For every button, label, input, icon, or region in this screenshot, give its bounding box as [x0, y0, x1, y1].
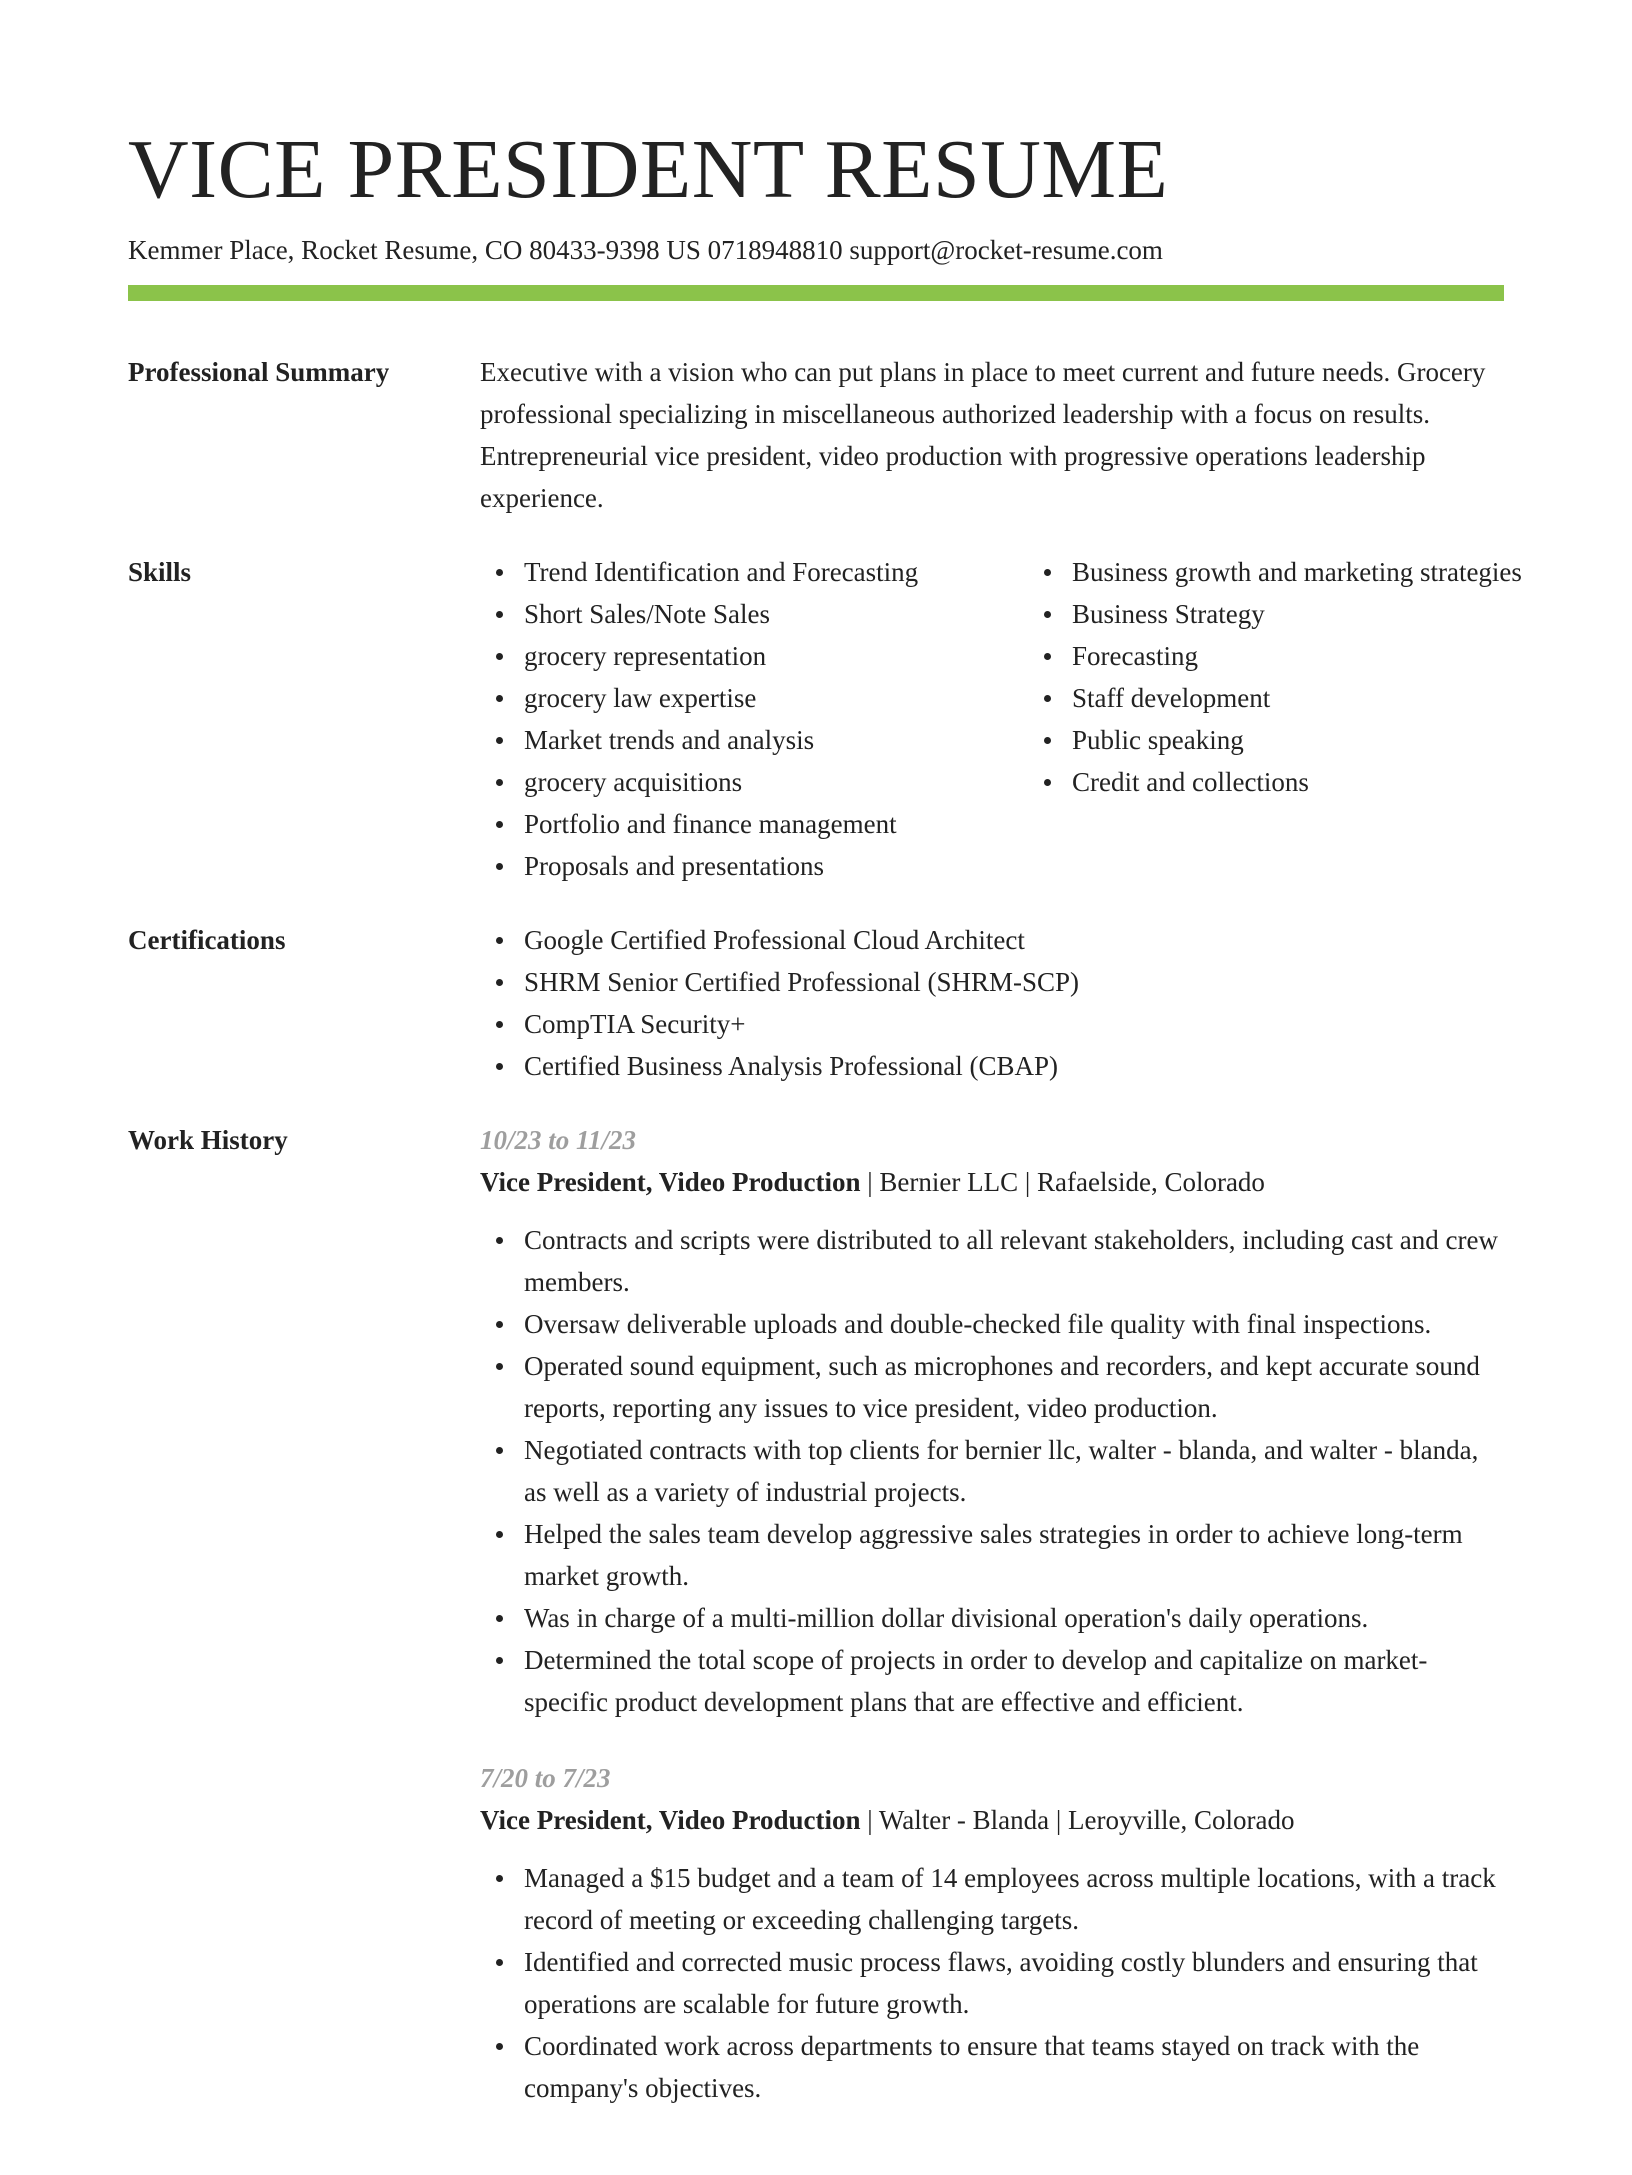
certifications-section [128, 919, 1504, 1087]
certification-item: Google Certified Professional Cloud Architect [524, 919, 1504, 961]
job-entry [480, 1119, 1504, 1723]
work-history-label: Work History [128, 1125, 288, 1155]
skill-item: Portfolio and finance management [524, 803, 1028, 845]
job-bullet: Operated sound equipment, such as microphones and recorders, and kept accurate sound reports, reporting any issues to vice president, video production. [524, 1345, 1504, 1429]
job-dates: 7/20 to 7/23 [480, 1763, 611, 1793]
job-heading [480, 1799, 1504, 1841]
job-bullet: Determined the total scope of projects in order to develop and capitalize on market-specific product development plans that are effective and efficient. [524, 1639, 1504, 1723]
job-bullet: Was in charge of a multi-million dollar divisional operation's daily operations. [524, 1597, 1504, 1639]
work-history-body [480, 1119, 1504, 2143]
skills-list-left [480, 551, 1028, 887]
job-details: | Walter - Blanda | Leroyville, Colorado [860, 1805, 1295, 1835]
job-bullets [480, 1857, 1504, 2109]
skill-item: grocery acquisitions [524, 761, 1028, 803]
certifications-body [480, 919, 1504, 1087]
certifications-list [480, 919, 1504, 1087]
skill-item: Short Sales/Note Sales [524, 593, 1028, 635]
certifications-label: Certifications [128, 925, 286, 955]
job-entry [480, 1757, 1504, 2109]
summary-text: Executive with a vision who can put plans in place to meet current and future needs. Grocery professional specializing in miscellaneous authorized leadership with a focus on results. Entrepreneurial vice president, video production with progressive operations leadership experience. [480, 357, 1486, 513]
summary-section [128, 351, 1504, 519]
skill-item: Proposals and presentations [524, 845, 1028, 887]
header-divider [128, 285, 1504, 301]
certification-item: SHRM Senior Certified Professional (SHRM-SCP) [524, 961, 1504, 1003]
job-bullet: Oversaw deliverable uploads and double-checked file quality with final inspections. [524, 1303, 1504, 1345]
resume-title: VICE PRESIDENT RESUME [128, 123, 1169, 216]
job-bullet: Helped the sales team develop aggressive sales strategies in order to achieve long-term market growth. [524, 1513, 1504, 1597]
job-title: Vice President, Video Production [480, 1167, 861, 1197]
job-title: Vice President, Video Production [480, 1805, 861, 1835]
job-bullet: Negotiated contracts with top clients for bernier llc, walter - blanda, and walter - blanda, as well as a variety of industrial projects. [524, 1429, 1504, 1513]
skills-section [128, 551, 1522, 887]
skills-label: Skills [128, 557, 192, 587]
contact-line: Kemmer Place, Rocket Resume, CO 80433-9398 US 0718948810 support@rocket-resume.com [128, 235, 1163, 265]
skill-item: Staff development [1072, 677, 1592, 719]
certification-item: Certified Business Analysis Professional (CBAP) [524, 1045, 1504, 1087]
job-bullet: Coordinated work across departments to ensure that teams stayed on track with the company's objectives. [524, 2025, 1504, 2109]
summary-label: Professional Summary [128, 357, 390, 387]
skill-item: grocery representation [524, 635, 1028, 677]
job-bullet: Contracts and scripts were distributed to all relevant stakeholders, including cast and crew members. [524, 1219, 1504, 1303]
skill-item: Business Strategy [1072, 593, 1592, 635]
skill-item: Credit and collections [1072, 761, 1592, 803]
skill-item: Forecasting [1072, 635, 1592, 677]
job-heading [480, 1161, 1504, 1203]
job-details: | Bernier LLC | Rafaelside, Colorado [860, 1167, 1265, 1197]
work-history-section [128, 1119, 1504, 2143]
summary-body [480, 351, 1504, 519]
certification-item: CompTIA Security+ [524, 1003, 1504, 1045]
job-bullets [480, 1219, 1504, 1723]
job-bullet: Managed a $15 budget and a team of 14 employees across multiple locations, with a track record of meeting or exceeding challenging targets. [524, 1857, 1504, 1941]
skills-body [480, 551, 1592, 887]
skill-item: Business growth and marketing strategies [1072, 551, 1592, 593]
skill-item: Market trends and analysis [524, 719, 1028, 761]
job-dates: 10/23 to 11/23 [480, 1125, 637, 1155]
skill-item: grocery law expertise [524, 677, 1028, 719]
skill-item: Public speaking [1072, 719, 1592, 761]
skills-list-right [1028, 551, 1592, 887]
skill-item: Trend Identification and Forecasting [524, 551, 1028, 593]
job-bullet: Identified and corrected music process flaws, avoiding costly blunders and ensuring that operations are scalable for future growth. [524, 1941, 1504, 2025]
resume-sections [128, 351, 1522, 2175]
